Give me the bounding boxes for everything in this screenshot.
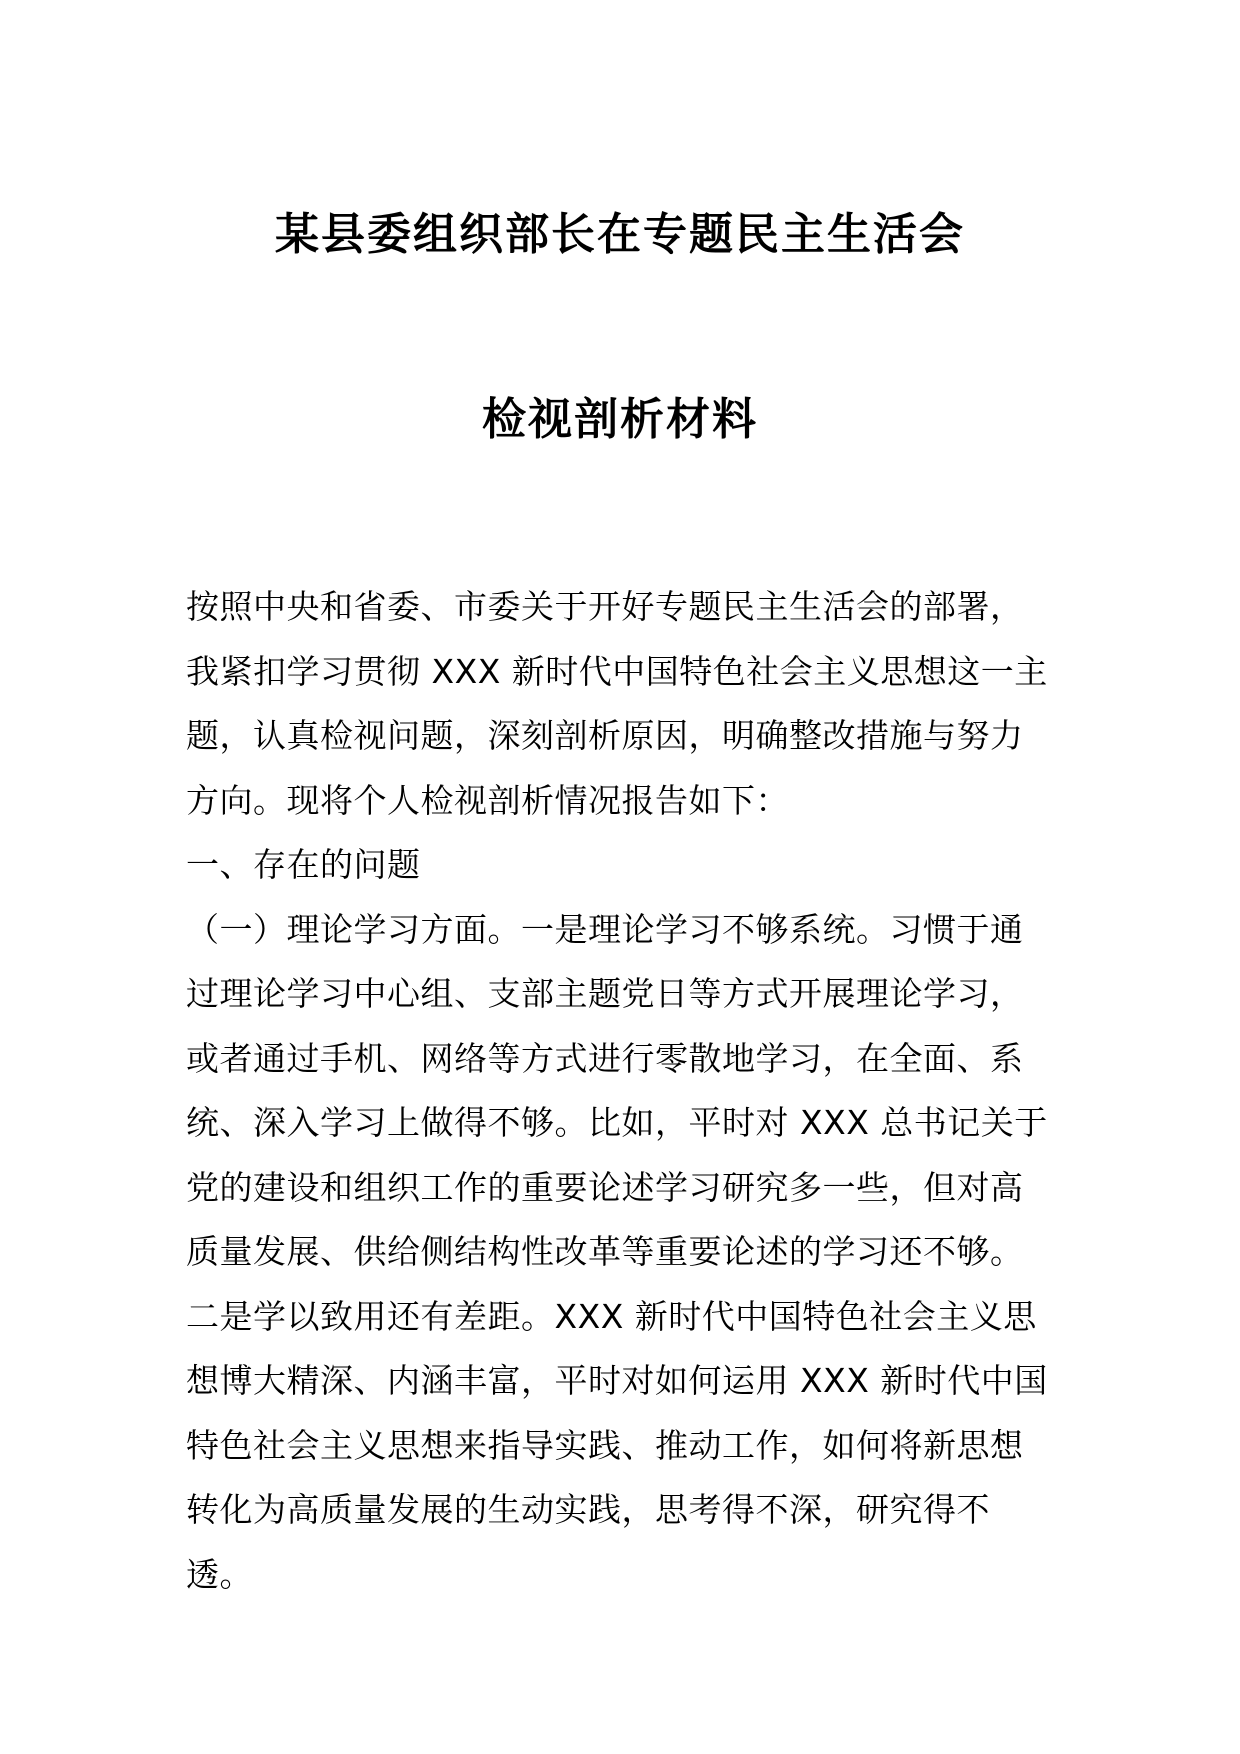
- section-heading-problems: 一、存在的问题: [186, 845, 421, 884]
- document-body: [186, 575, 1054, 1607]
- document-title-line-2: 检视剖析材料: [482, 394, 758, 445]
- intro-paragraph: 按照中央和省委、市委关于开好专题民主生活会的部署，我紧扣学习贯彻 XXX 新时代中国特色社会主义思想这一主题，认真检视问题，深刻剖析原因，明确整改措施与努力方向。现将个人检视剖析情况报告如下：: [186, 587, 1048, 820]
- theory-study-paragraph: （一）理论学习方面。一是理论学习不够系统。习惯于通过理论学习中心组、支部主题党日等方式开展理论学习，或者通过手机、网络等方式进行零散地学习，在全面、系统、深入学习上做得不够。比如，平时对 XXX 总书记关于党的建设和组织工作的重要论述学习研究多一些，但对高质量发展、供给侧结构性改革等重要论述的学习还不够。二是学以致用还有差距。XXX 新时代中国特色社会主义思想博大精深、内涵丰富，平时对如何运用 XXX 新时代中国特色社会主义思想来指导实践、推动工作，如何将新思想转化为高质量发展的生动实践，思考得不深，研究得不透。: [186, 909, 1048, 1594]
- document-title-line-1: 某县委组织部长在专题民主生活会: [275, 209, 965, 260]
